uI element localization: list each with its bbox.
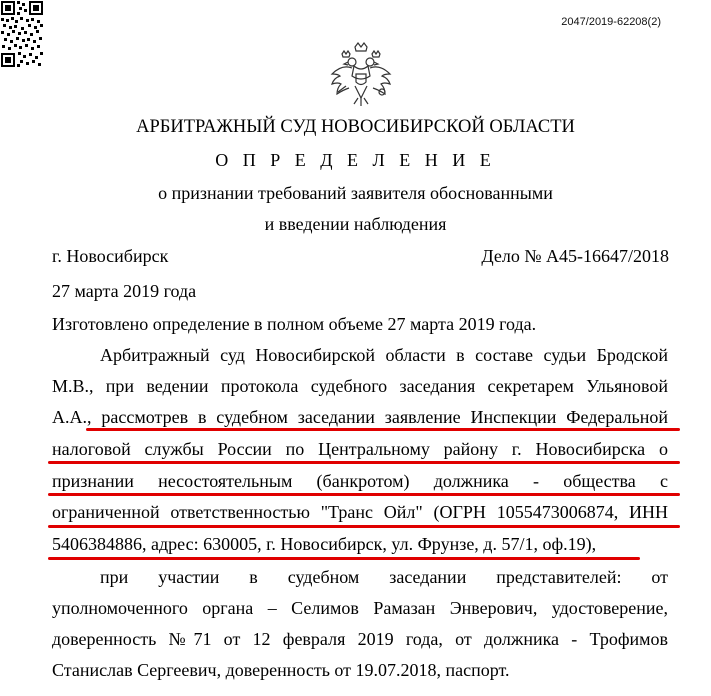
body-line: 5406384886, адрес: 630005, г. Новосибирск, ул. Фрунзе, д. 57/1, оф.19), xyxy=(52,534,597,554)
coat-of-arms-icon xyxy=(328,42,394,110)
body-line: Станислав Сергеевич, доверенность от 19.07.2018, паспорт. xyxy=(52,660,510,680)
highlight-underline xyxy=(48,525,680,528)
case-number: Дело № А45-16647/2018 xyxy=(481,246,669,266)
document-subject-line-2: и введении наблюдения xyxy=(264,214,447,234)
highlight-underline xyxy=(48,461,680,464)
body-line: при участии в судебном заседании представителей: от xyxy=(100,567,668,587)
document-type-heading: О П Р Е Д Е Л Е Н И Е xyxy=(215,150,496,170)
qr-code xyxy=(0,0,44,68)
body-line: Арбитражный суд Новосибирской области в составе судьи Бродской xyxy=(100,345,668,365)
highlight-underline xyxy=(86,428,680,431)
body-line: А.А., рассмотрев в судебном заседании заявление Инспекции Федеральной xyxy=(52,407,668,427)
document-subject-line-1: о признании требований заявителя обоснованными xyxy=(158,183,553,203)
full-text-made-note: Изготовлено определение в полном объеме 27 марта 2019 года. xyxy=(52,314,537,334)
body-line: М.В., при ведении протокола судебного заседания секретарем Ульяновой xyxy=(52,376,668,396)
highlight-underline xyxy=(48,493,680,496)
body-line: доверенность №71 от 12 февраля 2019 года, от должника - Трофимов xyxy=(52,629,668,649)
body-line: ограниченной ответственностью "Транс Ойл" (ОГРН 1055473006874, ИНН xyxy=(52,502,668,522)
city: г. Новосибирск xyxy=(52,246,169,266)
body-line: уполномоченного органа – Селимов Рамазан Энверович, удостоверение, xyxy=(52,598,668,618)
document-barcode-number: 2047/2019-62208(2) xyxy=(561,16,661,28)
body-line: налоговой службы России по Центральному району г. Новосибирска о xyxy=(52,439,668,459)
court-name-heading: АРБИТРАЖНЫЙ СУД НОВОСИБИРСКОЙ ОБЛАСТИ xyxy=(136,117,575,137)
body-line: признании несостоятельным (банкротом) должника - общества с xyxy=(52,471,668,491)
highlight-underline xyxy=(48,557,640,560)
decision-date: 27 марта 2019 года xyxy=(52,281,197,301)
